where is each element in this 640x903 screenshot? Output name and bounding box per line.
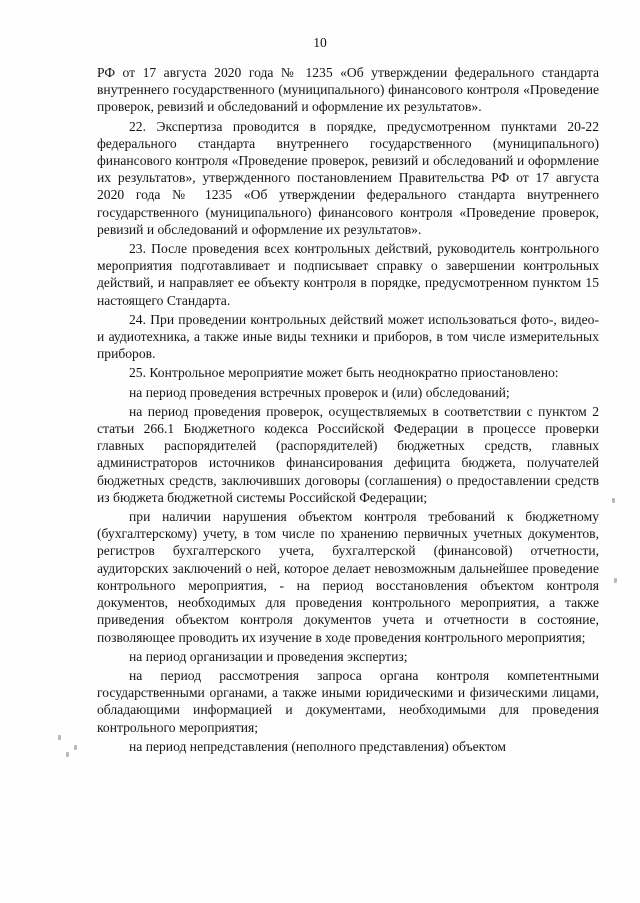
paragraph-25-item-non-submission: на период непредставления (неполного представления) объектом	[129, 738, 506, 754]
paragraph-25-item-budget-checks: на период проведения проверок, осуществляемых в соответствии с пунктом 2 статьи 266.1 Бюджетного кодекса Российской Федерации в процессе проверки главных распорядителей (распорядителей) бюджетных средств, главных администраторов источников финансирования дефицита бюджета, получателей бюджетных средств, заключивших договоры (соглашения) о предоставлении средств из бюджета бюджетной системы Российской Федерации;	[97, 403, 599, 505]
scan-artifact	[58, 735, 61, 740]
document-body	[97, 64, 599, 757]
paragraph-24: 24. При проведении контрольных действий может использоваться фото-, видео- и аудиотехника, а также иные виды техники и приборов, в том числе измерительных приборов.	[97, 311, 599, 362]
scan-artifact	[614, 578, 617, 583]
paragraph-25-item-counter-checks: на период проведения встречных проверок и (или) обследований;	[129, 384, 510, 400]
paragraph-25: 25. Контрольное мероприятие может быть неоднократно приостановлено:	[129, 365, 559, 381]
page-number: 10	[313, 35, 327, 50]
paragraph-25-item-expertise: на период организации и проведения экспертиз;	[129, 648, 408, 664]
paragraph-continuation: РФ от 17 августа 2020 года № 1235 «Об утверждении федерального стандарта внутреннего государственного (муниципального) финансового контроля «Проведение проверок, ревизий и обследований и оформление их результатов».	[97, 65, 599, 115]
paragraph-25-item-accounting-violation: при наличии нарушения объектом контроля требований к бюджетному (бухгалтерскому) учету, в том числе по хранению первичных учетных документов, регистров бухгалтерского учета, бухгалтерской (финансовой) отчетности, аудиторских заключений о ней, которое делает невозможным дальнейшее проведение контрольного мероприятия, - на период восстановления объектом контроля документов, необходимых для проведения контрольного мероприятия, а также приведения объектом контроля документов учета и отчетности в состояние, позволяющее проводить их изучение в ходе проведения контрольного мероприятия;	[97, 509, 599, 645]
scan-artifact	[74, 745, 77, 750]
paragraph-22: 22. Экспертиза проводится в порядке, предусмотренном пунктами 20-22 федерального стандарта внутреннего государственного (муниципального) финансового контроля «Проведение проверок, ревизий и обследований и оформление их результатов», утвержденного постановлением Правительства РФ от 17 августа 2020 года № 1235 «Об утверждении федерального стандарта внутреннего государственного (муниципального) финансового контроля «Проведение проверок, ревизий и обследований и оформление их результатов».	[97, 118, 599, 237]
scan-artifact	[612, 498, 615, 503]
paragraph-23: 23. После проведения всех контрольных действий, руководитель контрольного мероприятия подготавливает и подписывает справку о завершении контрольных действий, и направляет ее объекту контроля в порядке, предусмотренном пунктом 15 настоящего Стандарта.	[97, 241, 599, 308]
paragraph-25-item-request-review: на период рассмотрения запроса органа контроля компетентными государственными органами, а также иными юридическими и физическими лицами, обладающими информацией и документами, необходимыми для проведения контрольного мероприятия;	[97, 667, 599, 735]
scan-artifact	[66, 752, 69, 757]
